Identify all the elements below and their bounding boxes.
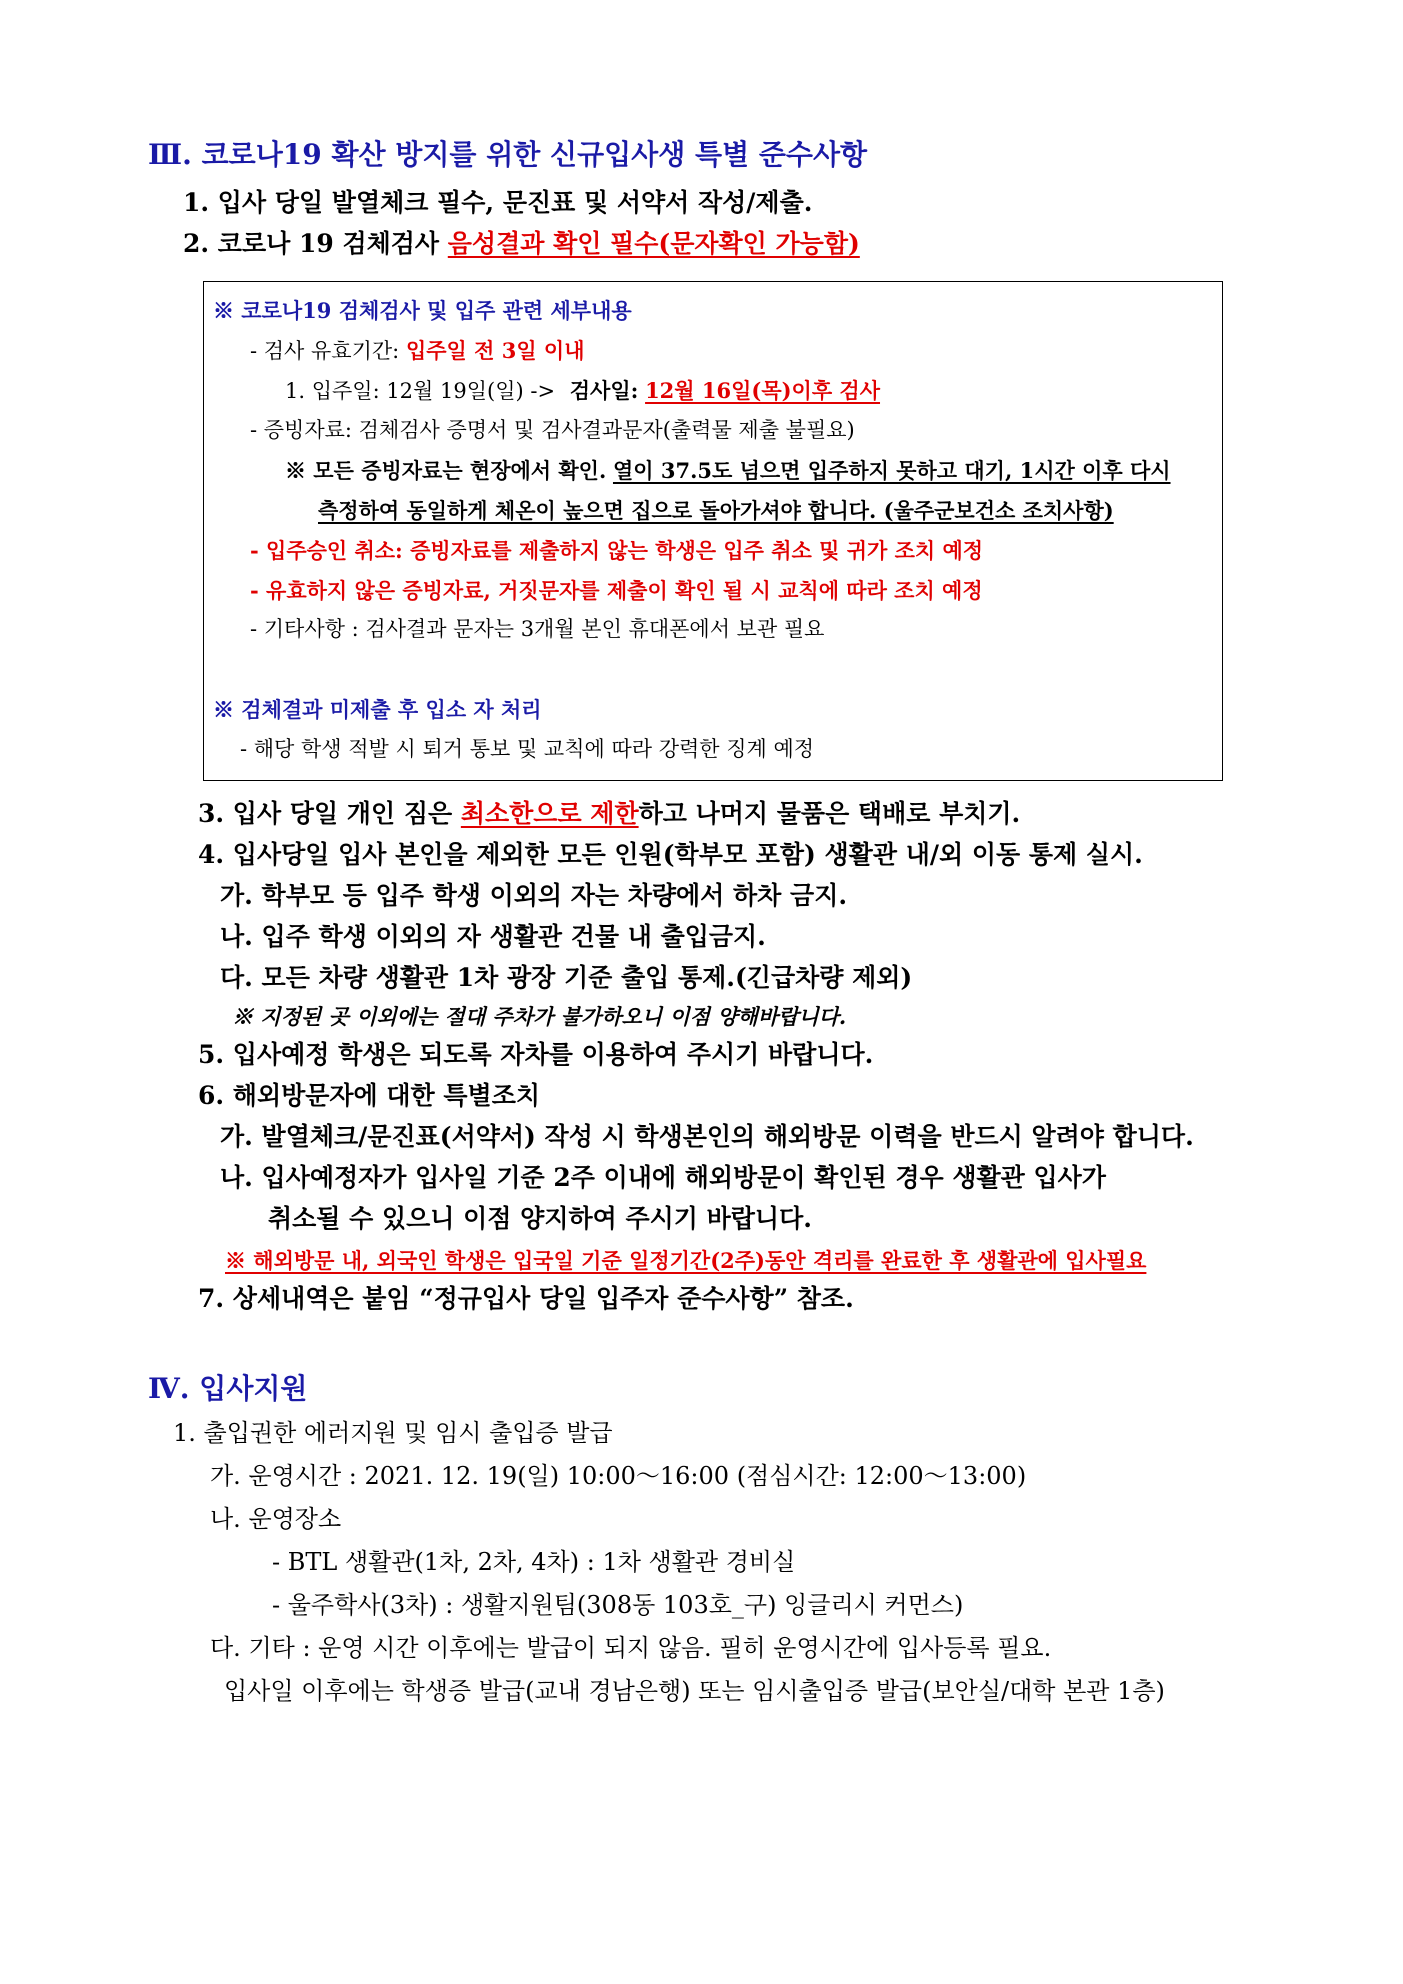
rule-item-2 (183, 229, 860, 259)
overseas-quarantine-note: ※ 해외방문 내, 외국인 학생은 입국일 기준 일정기간(2주)동안 격리를 완료한 후 생활관에 입사필요 (225, 1248, 1147, 1273)
rule-item-6: 6. 해외방문자에 대한 특별조치 (198, 1081, 541, 1110)
rule-item-2-text: 2. 코로나 19 검체검사 (183, 229, 440, 258)
rule-item-4-na: 나. 입주 학생 이외의 자 생활관 건물 내 출입금지. (220, 922, 766, 951)
penalty-note: - 해당 학생 적발 시 퇴거 통보 및 교칙에 따라 강력한 징계 예정 (240, 737, 815, 761)
rule-item-3-text: 3. 입사 당일 개인 짐은 (198, 799, 453, 828)
test-validity-value: 입주일 전 3일 이내 (405, 338, 585, 363)
rule-item-4: 4. 입사당일 입사 본인을 제외한 모든 인원(학부모 포함) 생활관 내/외 이동 통제 실시. (198, 840, 1143, 869)
support-place-1: - BTL 생활관(1차, 2차, 4차) : 1차 생활관 경비실 (272, 1548, 796, 1576)
support-other-cont: 입사일 이후에는 학생증 발급(교내 경남은행) 또는 임시출입증 발급(보안실/대학 본관 1층) (224, 1677, 1165, 1705)
rule-item-3-highlight: 최소한으로 제한 (460, 799, 639, 828)
box-heading-1: ※ 코로나19 검체검사 및 입주 관련 세부내용 (213, 298, 632, 323)
test-validity (250, 338, 584, 364)
rule-item-3-suffix: 하고 나머지 물품은 택배로 부치기. (638, 799, 1021, 828)
rule-item-7: 7. 상세내역은 붙임 “정규입사 당일 입주자 준수사항” 참조. (198, 1284, 854, 1313)
test-date-value: 12월 16일(목)이후 검사 (645, 378, 881, 403)
fever-rule-line-2: 측정하여 동일하게 체온이 높으면 집으로 돌아가셔야 합니다. (울주군보건소 조치사항) (318, 498, 1114, 523)
box-heading-2: ※ 검체결과 미제출 후 입소 자 처리 (213, 697, 542, 722)
section4-title: Ⅳ. 입사지원 (148, 1372, 308, 1405)
fever-rule-line-1: 열이 37.5도 넘으면 입주하지 못하고 대기, 1시간 이후 다시 (612, 458, 1171, 483)
support-other: 다. 기타 : 운영 시간 이후에는 발급이 되지 않음. 필히 운영시간에 입사등록 필요. (210, 1634, 1052, 1662)
test-date-text: 1. 입주일: 12월 19일(일) -> (285, 379, 556, 403)
evidence-docs: - 증빙자료: 검체검사 증명서 및 검사결과문자(출력물 제출 불필요) (250, 418, 855, 442)
rule-item-2-highlight: 음성결과 확인 필수(문자확인 가능함) (447, 229, 860, 258)
test-date (285, 378, 880, 404)
rule-item-4-ga: 가. 학부모 등 입주 학생 이외의 자는 차량에서 하차 금지. (220, 881, 848, 910)
admission-cancel: - 입주승인 취소: 증빙자료를 제출하지 않는 학생은 입주 취소 및 귀가 조치 예정 (250, 538, 984, 563)
rule-item-6-na-cont: 취소될 수 있으니 이점 양지하여 주시기 바랍니다. (268, 1204, 812, 1233)
rule-item-1: 1. 입사 당일 발열체크 필수, 문진표 및 서약서 작성/제출. (183, 188, 813, 217)
test-date-label: 검사일: (569, 378, 639, 403)
evidence-note (285, 458, 1171, 484)
rule-item-6-na: 나. 입사예정자가 입사일 기준 2주 이내에 해외방문이 확인된 경우 생활관 입사가 (220, 1163, 1106, 1192)
support-location: 나. 운영장소 (210, 1505, 342, 1533)
parking-note: ※ 지정된 곳 이외에는 절대 주차가 불가하오니 이점 양해바랍니다. (232, 1004, 847, 1029)
invalid-evidence: - 유효하지 않은 증빙자료, 거짓문자를 제출이 확인 될 시 교칙에 따라 조치 예정 (250, 578, 983, 603)
support-hours: 가. 운영시간 : 2021. 12. 19(일) 10:00～16:00 (점심시간: 12:00～13:00) (210, 1462, 1027, 1490)
test-validity-label: - 검사 유효기간: (250, 339, 400, 363)
rule-item-3 (198, 799, 1020, 829)
support-item-1: 1. 출입권한 에러지원 및 임시 출입증 발급 (173, 1419, 613, 1447)
section3-title: Ⅲ. 코로나19 확산 방지를 위한 신규입사생 특별 준수사항 (148, 138, 868, 171)
evidence-note-text: ※ 모든 증빙자료는 현장에서 확인. (285, 458, 607, 483)
support-place-2: - 울주학사(3차) : 생활지원팀(308동 103호_구) 잉글리시 커먼스) (272, 1591, 964, 1619)
rule-item-6-ga: 가. 발열체크/문진표(서약서) 작성 시 학생본인의 해외방문 이력을 반드시 알려야 합니다. (220, 1122, 1194, 1151)
rule-item-4-da: 다. 모든 차량 생활관 1차 광장 기준 출입 통제.(긴급차량 제외) (220, 963, 913, 992)
rule-item-5: 5. 입사예정 학생은 되도록 자차를 이용하여 주시기 바랍니다. (198, 1040, 874, 1069)
other-notes: - 기타사항 : 검사결과 문자는 3개월 본인 휴대폰에서 보관 필요 (250, 617, 825, 641)
